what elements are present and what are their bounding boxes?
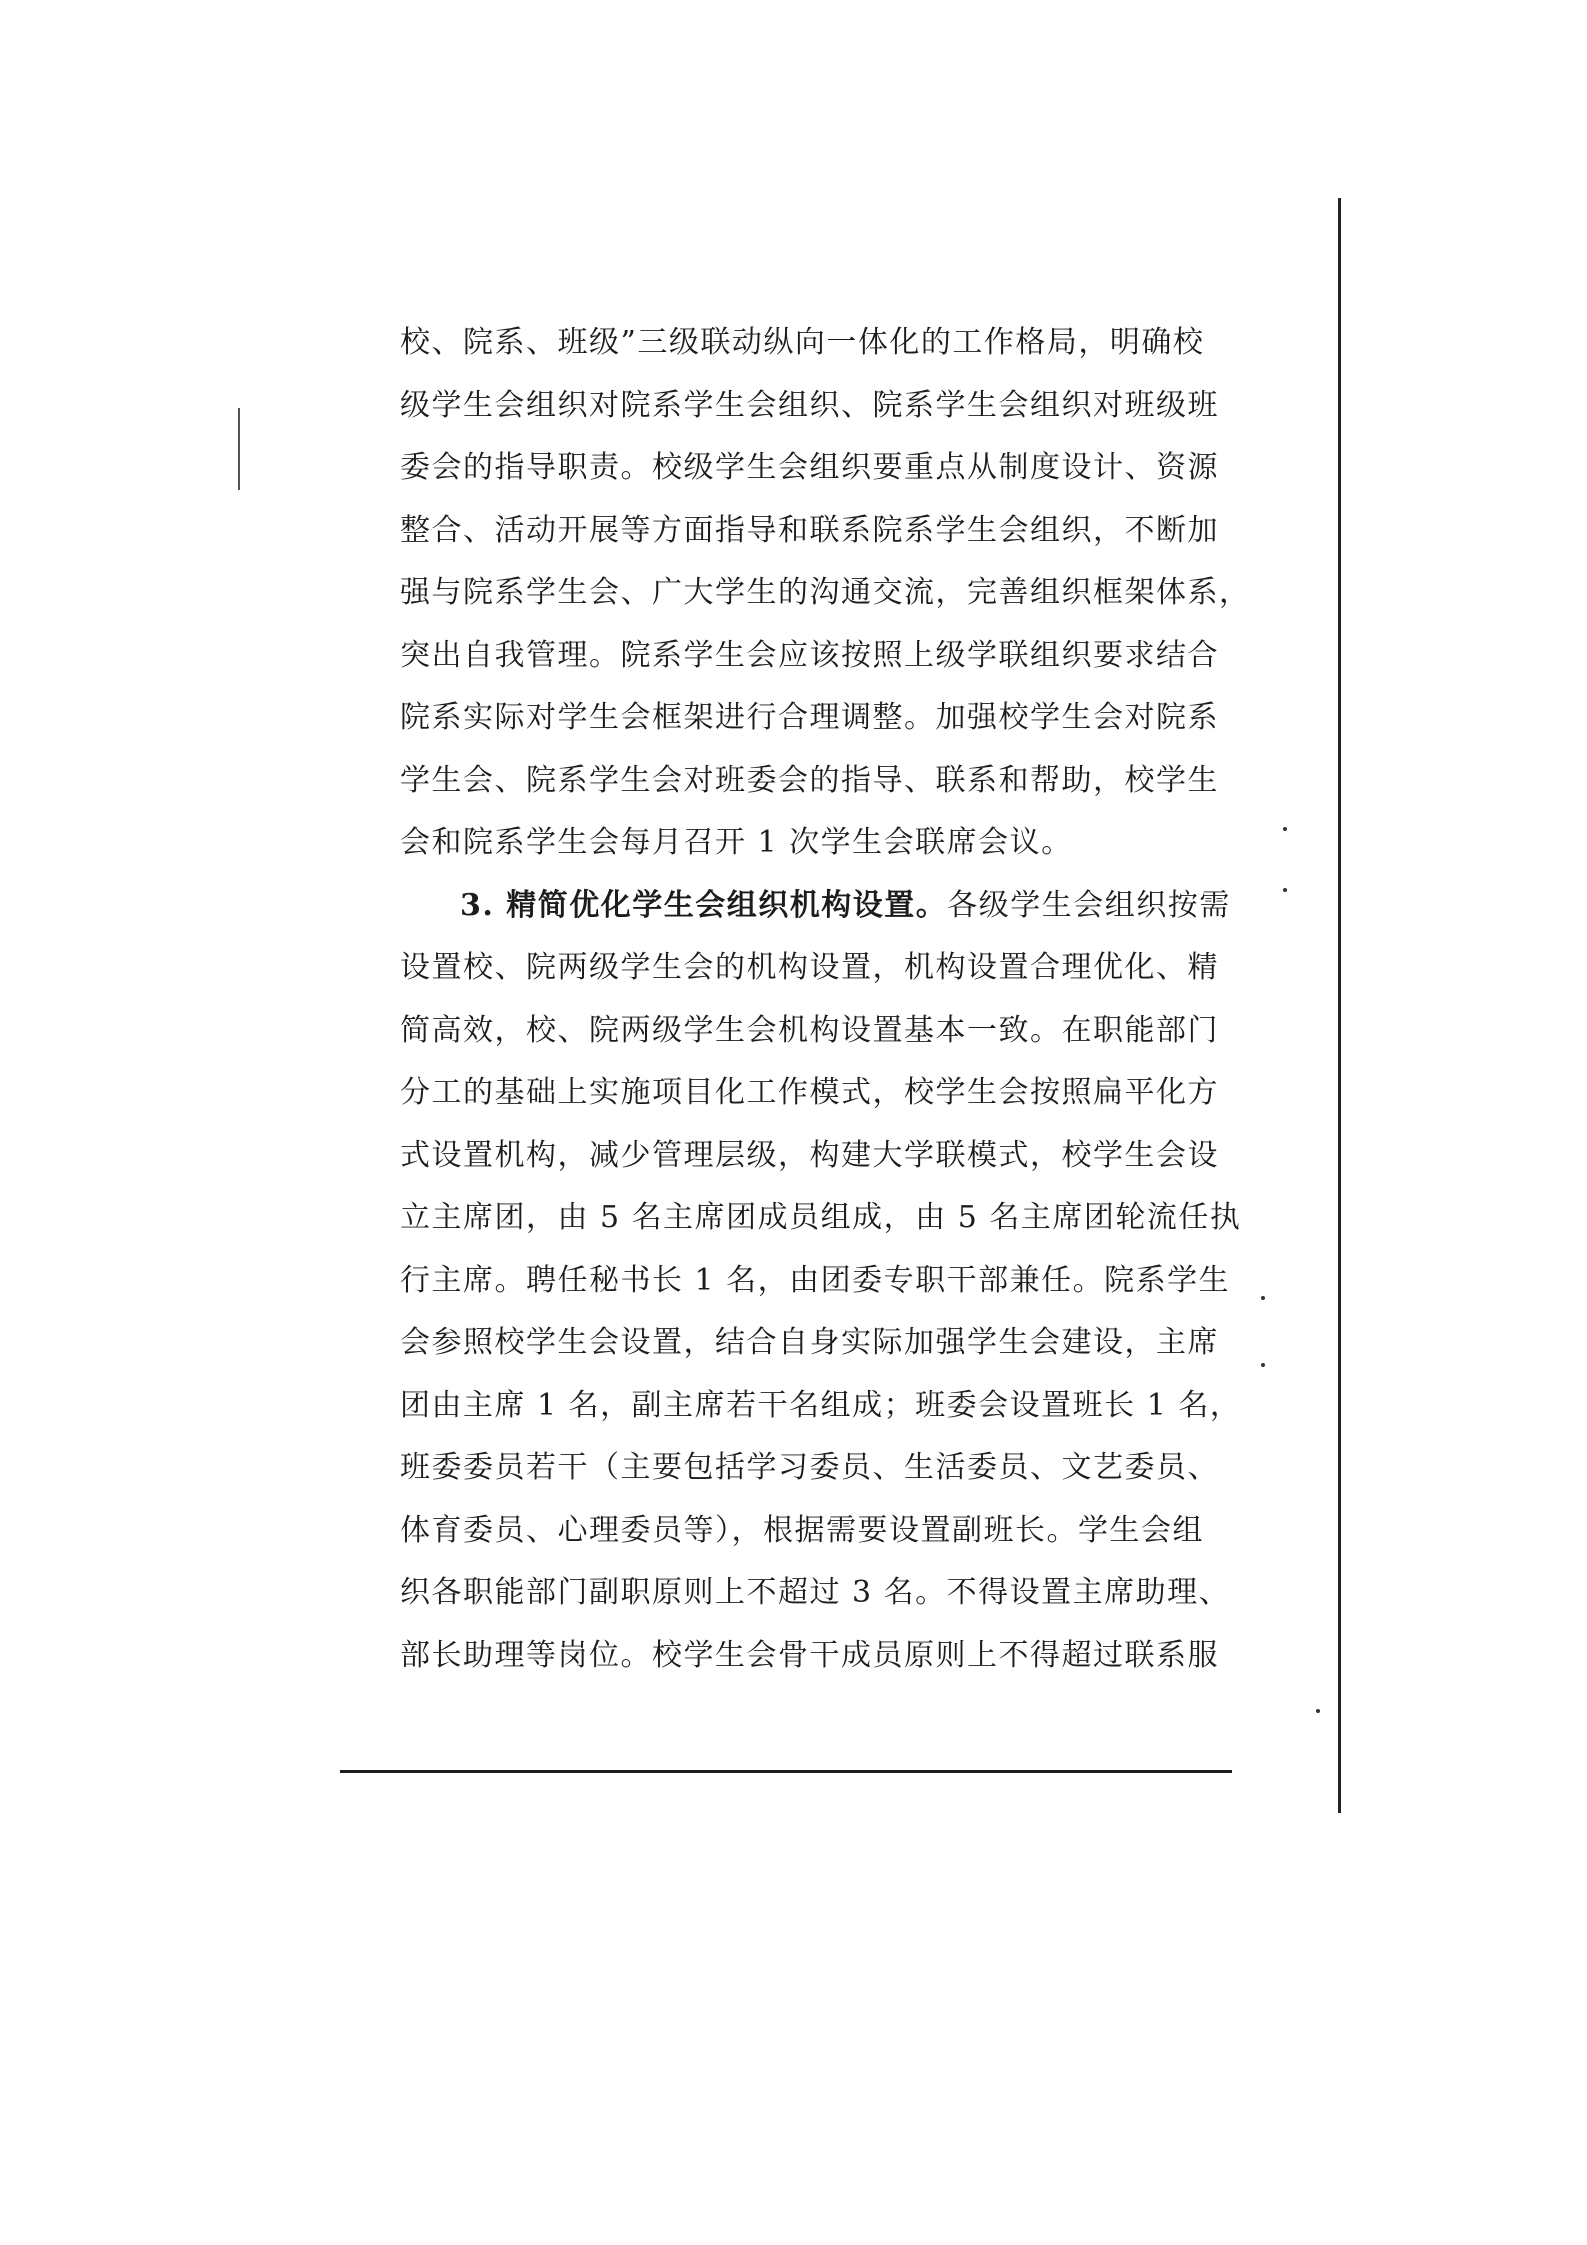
text-line: 行主席。聘任秘书长 1 名，由团委专职干部兼任。院系学生: [400, 1262, 1231, 1298]
section-3-heading: 3. 精简优化学生会组织机构设置。: [460, 887, 948, 923]
text-line: 突出自我管理。院系学生会应该按照上级学联组织要求结合: [400, 637, 1219, 673]
scan-edge-right: [1338, 198, 1341, 1813]
text-line: 班委委员若干（主要包括学习委员、生活委员、文艺委员、: [400, 1450, 1219, 1485]
text-line: 分工的基础上实施项目化工作模式，校学生会按照扁平化方: [400, 1075, 1219, 1110]
text-line: 学生会、院系学生会对班委会的指导、联系和帮助，校学生: [400, 762, 1219, 798]
text-line: 强与院系学生会、广大学生的沟通交流，完善组织框架体系，: [400, 575, 1251, 610]
text-line: 团由主席 1 名，副主席若干名组成；班委会设置班长 1 名，: [400, 1387, 1242, 1423]
text-line: 委会的指导职责。校级学生会组织要重点从制度设计、资源: [400, 450, 1219, 485]
body-text: [400, 312, 1251, 1687]
scan-speck: [1316, 1709, 1320, 1713]
scan-speck: [1261, 1296, 1265, 1300]
text-line: 会参照校学生会设置，结合自身实际加强学生会建设，主席: [400, 1325, 1219, 1360]
scan-mark-left: [238, 408, 240, 490]
scan-speck: [1261, 1363, 1265, 1367]
text-line: 级学生会组织对院系学生会组织、院系学生会组织对班级班: [400, 387, 1219, 423]
text-line: 简高效，校、院两级学生会机构设置基本一致。在职能部门: [400, 1012, 1219, 1048]
text-line: 设置校、院两级学生会的机构设置，机构设置合理优化、精: [400, 950, 1219, 985]
scan-speck: [1283, 888, 1287, 892]
text-line: 整合、活动开展等方面指导和联系院系学生会组织，不断加: [400, 512, 1219, 548]
text-line: 式设置机构，减少管理层级，构建大学联模式，校学生会设: [400, 1137, 1219, 1173]
section-3-first-line-text: 各级学生会组织按需: [947, 887, 1231, 923]
text-line: 会和院系学生会每月召开 1 次学生会联席会议。: [400, 825, 1073, 860]
text-line: 立主席团，由 5 名主席团成员组成，由 5 名主席团轮流任执: [400, 1200, 1242, 1235]
text-line: 校、院系、班级”三级联动纵向一体化的工作格局，明确校: [400, 325, 1205, 360]
scan-rule-bottom: [340, 1770, 1232, 1773]
section-3-first-line: [400, 875, 1231, 938]
text-line: 织各职能部门副职原则上不超过 3 名。不得设置主席助理、: [400, 1575, 1231, 1610]
text-line: 体育委员、心理委员等），根据需要设置副班长。学生会组: [400, 1512, 1204, 1548]
scan-speck: [1283, 827, 1287, 831]
text-line: 部长助理等岗位。校学生会骨干成员原则上不得超过联系服: [400, 1637, 1219, 1673]
text-line: 院系实际对学生会框架进行合理调整。加强校学生会对院系: [400, 700, 1219, 735]
